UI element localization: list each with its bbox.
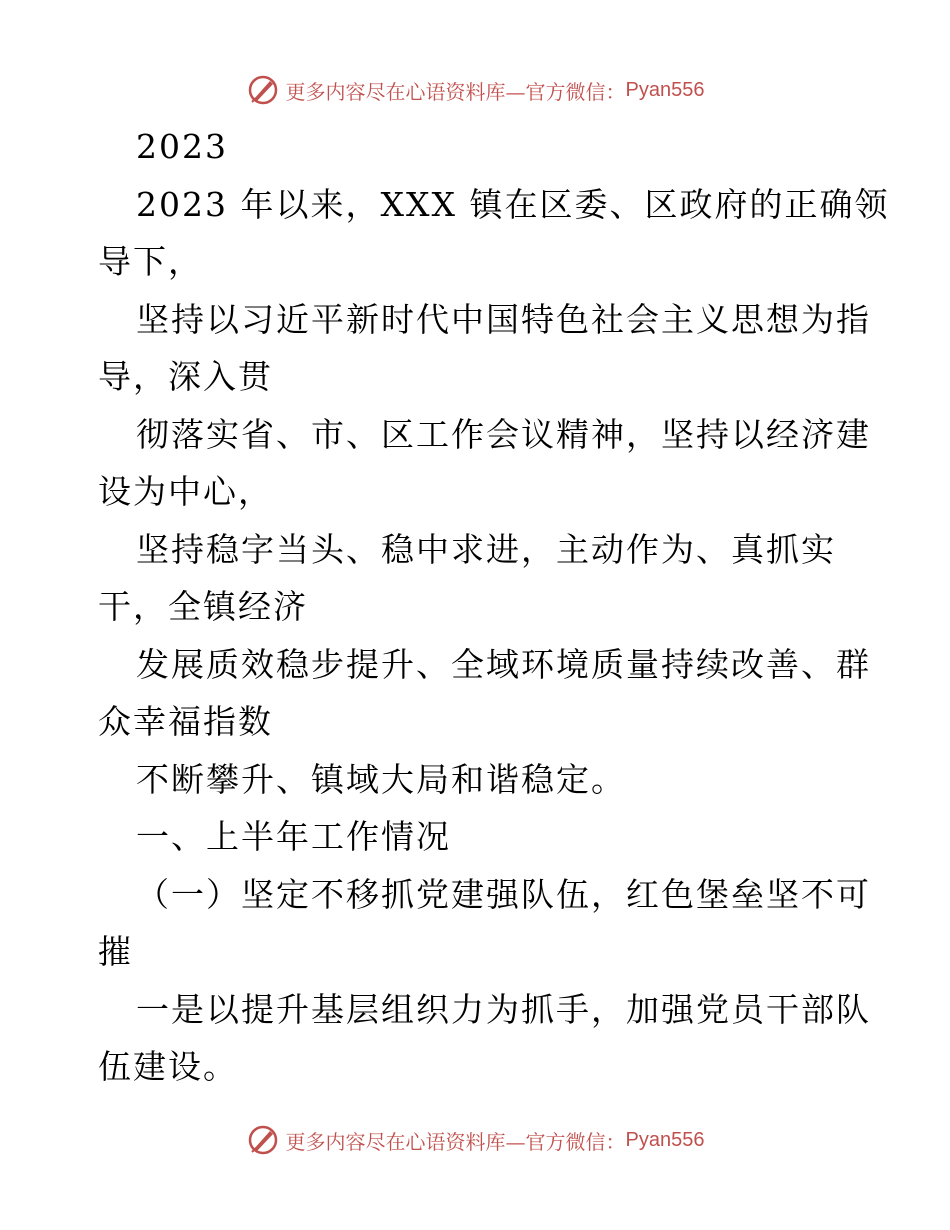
text-line: 坚持以习近平新时代中国特色社会主义思想为指 [136, 299, 871, 339]
watermark-wechat-id: Pyan556 [625, 78, 705, 101]
text-line: 摧 [98, 932, 133, 971]
text-line: 导下， [98, 242, 203, 281]
text-line: 导，深入贯 [98, 357, 273, 396]
text-line: 众幸福指数 [98, 702, 273, 741]
footer-watermark [0, 1120, 950, 1160]
text-line: 伍建设。 [98, 1047, 238, 1086]
text-line: 彻落实省、市、区工作会议精神，坚持以经济建 [136, 414, 871, 454]
watermark-text: 更多内容尽在心语资料库—官方微信： [285, 79, 626, 104]
text-line: 2023 [136, 127, 228, 166]
text-line: 干，全镇经济 [98, 587, 308, 626]
quill-pen-logo-icon [246, 1123, 280, 1157]
text-line: 不断攀升、镇域大局和谐稳定。 [136, 759, 626, 799]
watermark-wechat-id: Pyan556 [625, 1128, 705, 1151]
text-line: 设为中心， [98, 472, 273, 511]
text-line: 发展质效稳步提升、全域环境质量持续改善、群 [136, 644, 871, 684]
watermark-text: 更多内容尽在心语资料库—官方微信： [285, 1129, 626, 1154]
document-body [98, 118, 890, 1096]
text-line: 坚持稳字当头、稳中求进，主动作为、真抓实 [136, 529, 836, 569]
quill-pen-logo-icon [246, 73, 280, 107]
text-line: 一、上半年工作情况 [136, 817, 451, 856]
text-line: 2023 年以来，XXX 镇在区委、区政府的正确领 [136, 184, 890, 224]
header-watermark [0, 70, 950, 110]
text-line: 一是以提升基层组织力为抓手，加强党员干部队 [136, 989, 871, 1029]
text-line: （一）坚定不移抓党建强队伍，红色堡垒坚不可 [136, 874, 871, 914]
